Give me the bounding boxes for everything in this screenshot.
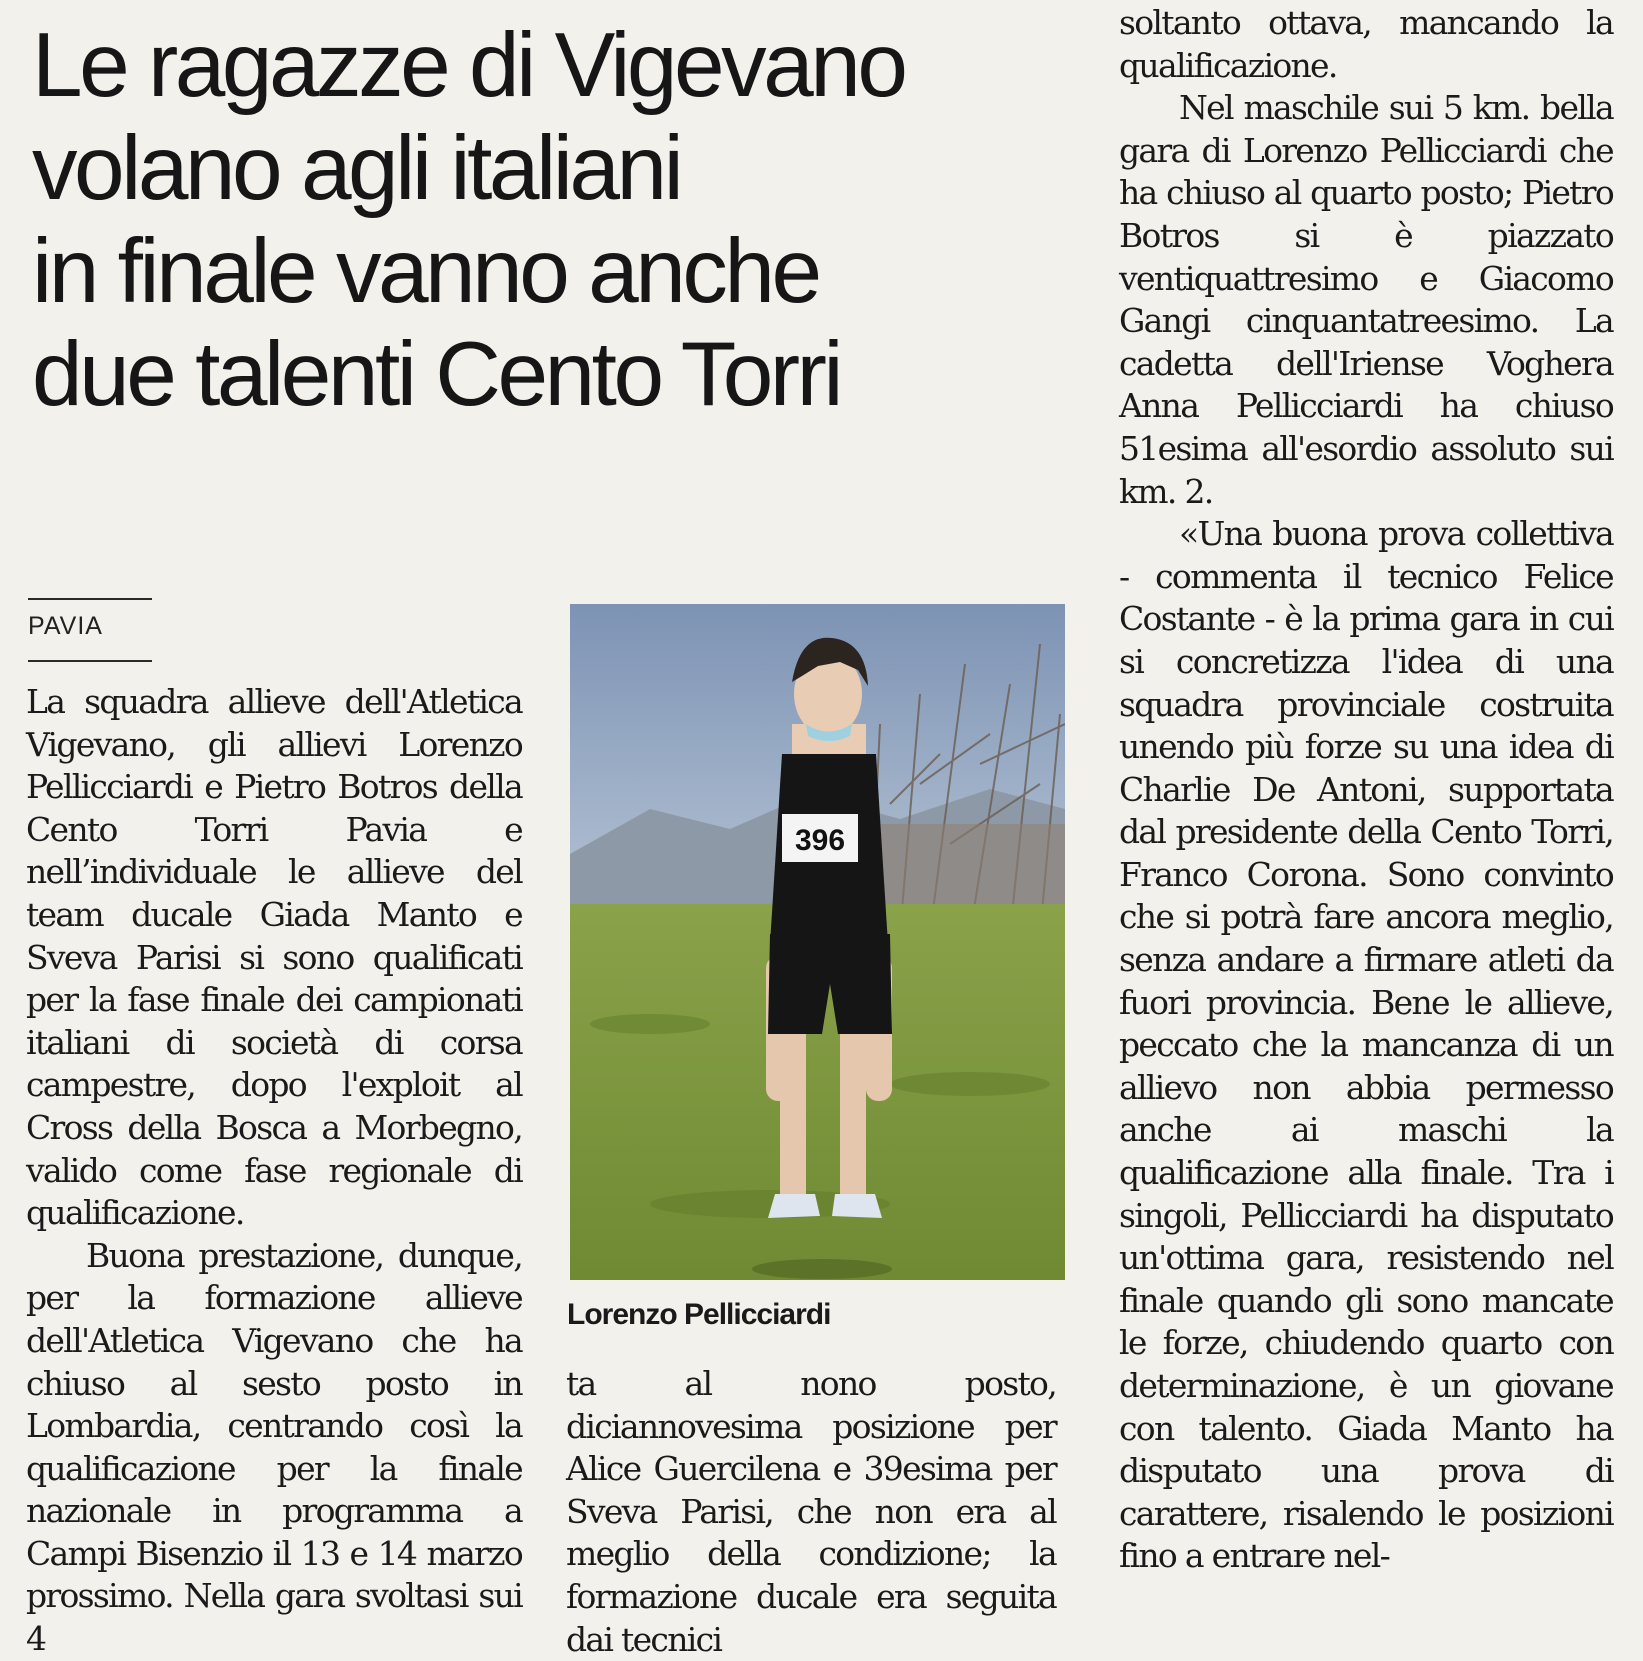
paragraph: ta al nono posto, diciannovesima posizione per Alice Guercilena e 39esima per Sveva Parisi, che non era al meglio della condizione; la formazione ducale era seguita dai tecnici bbox=[566, 1364, 1056, 1659]
dateline-rule-top bbox=[28, 598, 152, 600]
headline-line-4: due talenti Cento Torri bbox=[32, 324, 841, 425]
dateline-rule-bottom bbox=[28, 660, 152, 662]
paragraph: soltanto ottava, mancando la qualificazione. bbox=[1119, 3, 1613, 85]
article-photo bbox=[570, 604, 1065, 1280]
article-column-3 bbox=[1119, 2, 1613, 1578]
headline-line-3: in finale vanno anche bbox=[32, 221, 819, 322]
paragraph: Buona prestazione, dunque, per la formazione allieve dell'Atletica Vigevano che ha chiuso al sesto posto in Lombardia, centrando così la qualificazione per la finale nazionale in programma a Campi Bisenzio il 13 e 14 marzo prossimo. Nella gara svoltasi sui 4 bbox=[26, 1235, 522, 1659]
bib-number: 396 bbox=[794, 824, 846, 857]
paragraph: La squadra allieve dell'Atletica Vigevano, gli allievi Lorenzo Pellicciardi e Pietro Botros della Cento Torri Pavia e nell’individuale le allieve del team ducale Giada Manto e Sveva Parisi si sono qualificati per la fase finale dei campionati italiani di società di corsa campestre, dopo l'exploit al Cross della Bosca a Morbegno, valido come fase regionale di qualificazione. bbox=[26, 682, 522, 1233]
paragraph: «Una buona prova collettiva - commenta il tecnico Felice Costante - è la prima gara in cui si concretizza l'idea di una squadra provinciale costruita unendo più forze su una idea di Charlie De Antoni, supportata dal presidente della Cento Torri, Franco Corona. Sono convinto che si potrà fare ancora meglio, senza andare a firmare atleti da fuori provincia. Bene le allieve, peccato che la mancanza di un allievo non abbia permesso anche ai maschi la qualificazione alla finale. Tra i singoli, Pellicciardi ha disputato un'ottima gara, resistendo nel finale quando gli sono mancate le forze, chiudendo quarto con determinazione, è un giovane con talento. Giada Manto ha disputato una prova di carattere, risalendo le posizioni fino a entrare nel- bbox=[1119, 514, 1613, 1576]
dateline: PAVIA bbox=[28, 612, 103, 640]
headline bbox=[32, 14, 1092, 426]
headline-line-1: Le ragazze di Vigevano bbox=[32, 15, 905, 116]
headline-line-2: volano agli italiani bbox=[32, 118, 681, 219]
article-column-1 bbox=[26, 681, 522, 1661]
photo-caption: Lorenzo Pellicciardi bbox=[567, 1298, 831, 1331]
article-column-2 bbox=[566, 1363, 1056, 1661]
runner-photo-illustration bbox=[570, 604, 1065, 1280]
paragraph: Nel maschile sui 5 km. bella gara di Lorenzo Pellicciardi che ha chiuso al quarto posto; Pietro Botros si è piazzato ventiquattresimo e Giacomo Gangi cinquantatreesimo. La cadetta dell'Iriense Voghera Anna Pellicciardi ha chiuso 51esima all'esordio assoluto sui km. 2. bbox=[1119, 88, 1613, 511]
